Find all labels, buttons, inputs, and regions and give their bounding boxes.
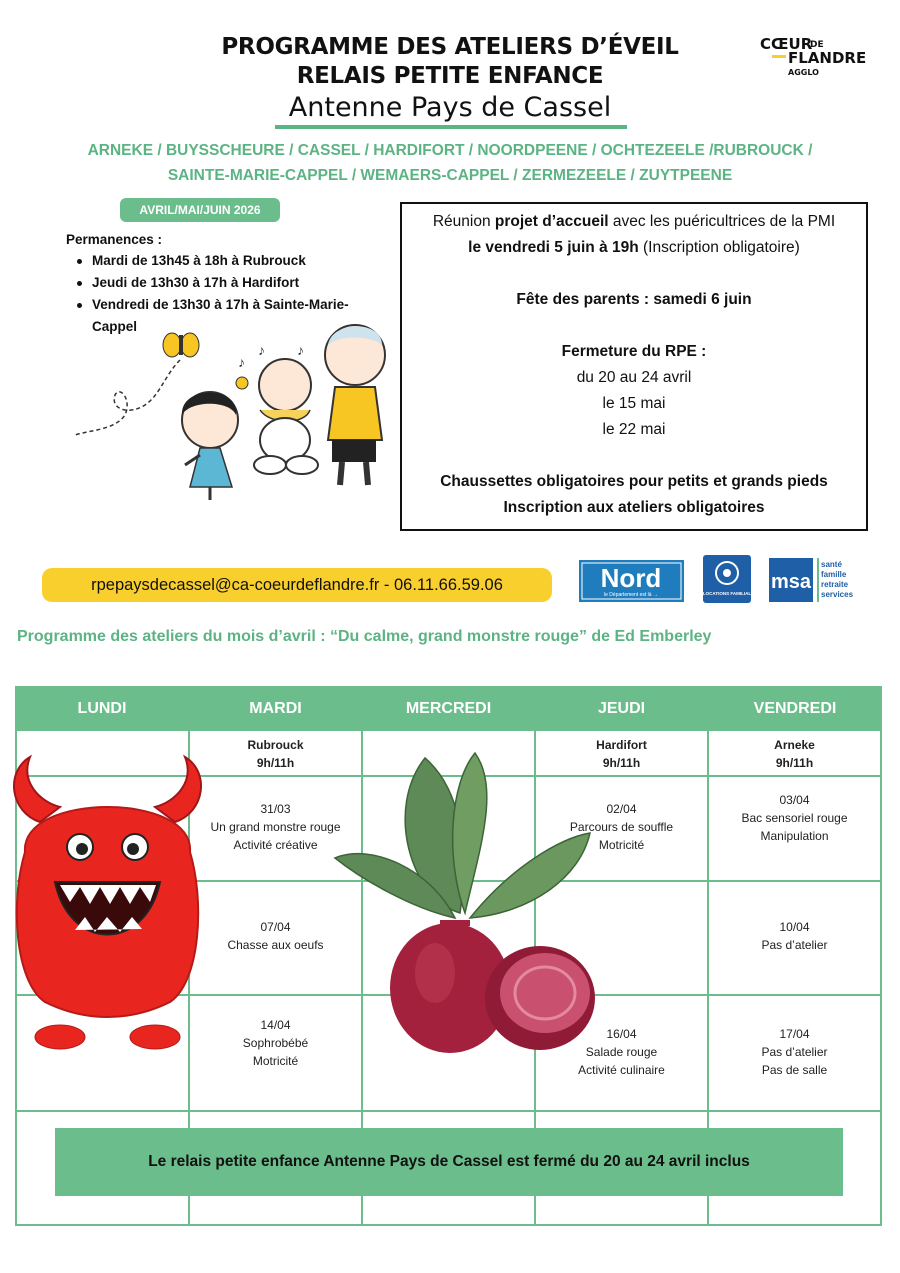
closure-banner: Le relais petite enfance Antenne Pays de Cassel est fermé du 20 au 24 avril inclus <box>55 1128 843 1196</box>
svg-text:DE: DE <box>810 40 824 50</box>
title-underline <box>275 125 627 129</box>
header-vendredi: VENDREDI <box>708 686 882 731</box>
header-mardi: MARDI <box>189 686 362 731</box>
list-item: Jeudi de 13h30 à 17h à Hardifort <box>74 272 384 294</box>
svg-text:retraite: retraite <box>821 580 849 589</box>
svg-text:♪: ♪ <box>238 354 245 370</box>
svg-text:Nord: Nord <box>600 563 662 593</box>
caf-logo <box>696 555 758 603</box>
activity-cell: 02/04 Parcours de souffle Motricité <box>569 802 674 852</box>
meeting-date: le vendredi 5 juin à 19h (Inscription obligatoire) <box>468 239 800 256</box>
svg-text:FLANDRE: FLANDRE <box>788 49 867 67</box>
nord-logo <box>579 560 684 602</box>
red-monster-illustration <box>0 752 215 1052</box>
meeting-line: Réunion projet d’accueil avec les puéricultrices de la PMI <box>432 213 836 230</box>
closing-title: Fermeture du RPE : <box>561 343 707 360</box>
header-mercredi: MERCREDI <box>362 686 535 731</box>
activity-cell: 16/04 Salade rouge Activité culinaire <box>578 1027 665 1077</box>
butterfly-icon <box>163 333 199 357</box>
location-mardi: Rubrouck 9h/11h <box>247 738 304 770</box>
msa-logo <box>769 556 867 604</box>
svg-text:ALLOCATIONS FAMILIALES: ALLOCATIONS FAMILIALES <box>696 591 758 596</box>
rule-registration: Inscription aux ateliers obligatoires <box>503 499 765 516</box>
children-illustration <box>70 315 390 515</box>
activity-cell: 10/04 Pas d’atelier <box>761 920 828 952</box>
coeur-de-flandre-logo <box>758 33 870 79</box>
page-title: PROGRAMME DES ATELIERS D’ÉVEIL <box>221 34 679 60</box>
info-box <box>400 202 868 531</box>
antenna-title: Antenne Pays de Cassel <box>288 92 612 123</box>
list-item: Vendredi de 13h30 à 17h à Sainte-Marie-Cappel <box>74 294 384 338</box>
activity-cell: 07/04 Chasse aux oeufs <box>227 920 324 952</box>
location-vendredi: Arneke 9h/11h <box>774 738 815 770</box>
activity-cell: 17/04 Pas d’atelier Pas de salle <box>761 1027 828 1077</box>
location-jeudi: Hardifort 9h/11h <box>596 738 647 770</box>
parents-day: Fête des parents : samedi 6 juin <box>516 291 752 308</box>
period-badge: AVRIL/MAI/JUIN 2026 <box>120 198 280 222</box>
activity-cell: 14/04 Sophrobébé Motricité <box>242 1018 309 1068</box>
svg-text:AGGLO: AGGLO <box>788 68 819 77</box>
svg-text:msa: msa <box>770 571 812 593</box>
month-program-title: Programme des ateliers du mois d’avril : “Du calme, grand monstre rouge” de Ed Emberley <box>17 628 712 645</box>
closing-date: le 15 mai <box>602 395 666 412</box>
activity-cell: 03/04 Bac sensoriel rouge Manipulation <box>741 793 848 843</box>
header-jeudi: JEUDI <box>535 686 708 731</box>
svg-text:♪: ♪ <box>297 342 304 358</box>
header-lundi: LUNDI <box>15 686 189 731</box>
permanences-title: Permanences : <box>66 232 163 247</box>
svg-text:♪: ♪ <box>258 342 265 358</box>
contact-banner[interactable]: rpepaysdecassel@ca-coeurdeflandre.fr - 06.11.66.59.06 <box>42 568 552 602</box>
svg-text:le Département est là →: le Département est là → <box>604 592 658 598</box>
beet-illustration <box>330 748 605 1063</box>
svg-text:services: services <box>821 590 854 599</box>
rule-socks: Chaussettes obligatoires pour petits et grands pieds <box>440 473 828 490</box>
towns-line-1: ARNEKE / BUYSSCHEURE / CASSEL / HARDIFORT / NOORDPEENE / OCHTEZEELE /RUBROUCK / <box>87 142 813 159</box>
svg-text:santé: santé <box>821 560 842 569</box>
page-subtitle: RELAIS PETITE ENFANCE <box>296 63 604 89</box>
list-item: Mardi de 13h45 à 18h à Rubrouck <box>74 250 384 272</box>
closing-date: le 22 mai <box>602 421 666 438</box>
activity-cell: 31/03 Un grand monstre rouge Activité créative <box>210 802 341 852</box>
svg-text:famille: famille <box>821 570 847 579</box>
towns-line-2: SAINTE-MARIE-CAPPEL / WEMAERS-CAPPEL / ZERMEZEELE / ZUYTPEENE <box>167 167 733 184</box>
closing-date: du 20 au 24 avril <box>576 369 692 386</box>
svg-text:CŒUR: CŒUR <box>760 35 813 53</box>
